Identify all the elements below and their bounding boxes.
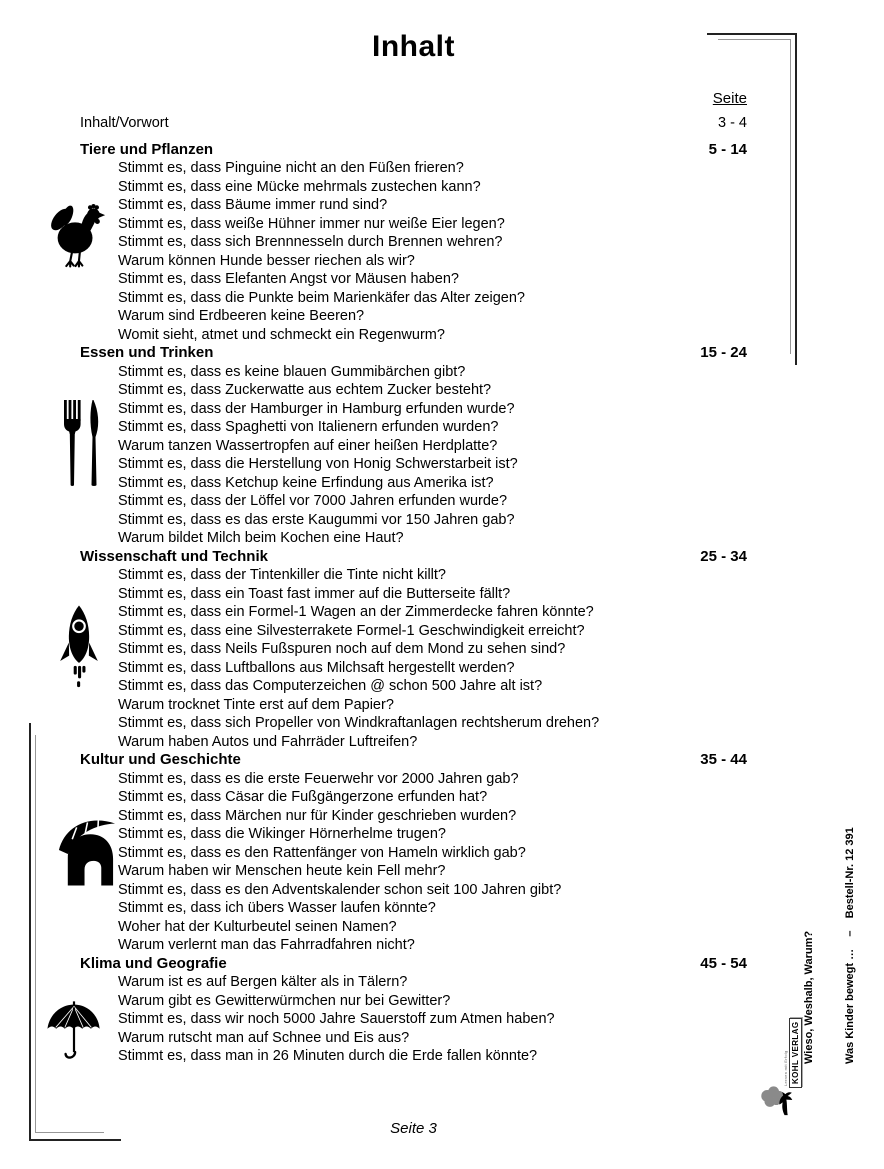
toc-question: Stimmt es, dass wir noch 5000 Jahre Sauerstoff zum Atmen haben? [118, 1011, 555, 1027]
toc-question: Stimmt es, dass die Wikinger Hörnerhelme trugen? [118, 826, 446, 842]
toc-question: Stimmt es, dass die Punkte beim Marienkäfer das Alter zeigen? [118, 289, 525, 306]
toc-question: Stimmt es, dass Luftballons aus Milchsaft hergestellt werden? [118, 659, 515, 676]
toc-question: Warum gibt es Gewitterwürmchen nur bei Gewitter? [118, 992, 451, 1009]
toc-section [80, 141, 747, 345]
toc-question: Stimmt es, dass es das erste Kaugummi vor 150 Jahren gab? [118, 511, 515, 528]
intro-pages: 3 - 4 [717, 115, 747, 131]
toc-question: Warum haben wir Menschen heute kein Fell mehr? [118, 863, 446, 879]
section-header-row [80, 141, 747, 160]
toc-question: Warum haben Autos und Fahrräder Luftreifen? [118, 733, 418, 750]
toc-section [80, 548, 747, 752]
toc-question: Stimmt es, dass der Hamburger in Hamburg erfunden wurde? [118, 400, 515, 417]
margin-note-line2: Was Kinder bewegt … – Bestell-Nr. 12 391 [843, 827, 856, 1064]
toc-question: Stimmt es, dass es keine blauen Gummibärchen gibt? [118, 363, 466, 380]
toc-question: Warum verlernt man das Fahrradfahren nicht? [118, 937, 415, 953]
toc-question: Warum ist es auf Bergen kälter als in Tälern? [118, 974, 408, 990]
section-title: Klima und Geografie [80, 954, 227, 972]
page-column-header: Seite [712, 90, 747, 107]
section-pages: 15 - 24 [700, 344, 747, 361]
table-of-contents [80, 114, 747, 1066]
toc-question: Warum rutscht man auf Schnee und Eis aus? [118, 1029, 410, 1046]
fork-knife-icon [60, 398, 102, 488]
toc-question: Woher hat der Kulturbeutel seinen Namen? [118, 918, 397, 935]
tree-icon [756, 1085, 793, 1116]
section-header-row [80, 344, 747, 363]
toc-question: Stimmt es, dass Spaghetti von Italienern erfunden wurden? [118, 419, 499, 435]
section-pages: 5 - 14 [708, 140, 747, 158]
section-title: Kultur und Geschichte [80, 751, 241, 768]
toc-question: Stimmt es, dass der Löffel vor 7000 Jahren erfunden wurde? [118, 493, 508, 509]
toc-question: Stimmt es, dass es den Adventskalender schon seit 100 Jahren gibt? [118, 881, 562, 898]
toc-question: Stimmt es, dass es die erste Feuerwehr vor 2000 Jahren gab? [118, 770, 519, 787]
publisher-name: KOHL VERLAG [789, 1018, 802, 1088]
intro-label: Inhalt/Vorwort [80, 115, 169, 131]
section-pages: 25 - 34 [700, 547, 747, 565]
toc-question: Warum bildet Milch beim Kochen eine Haut? [118, 530, 404, 546]
toc-question: Stimmt es, dass ein Formel-1 Wagen an der Zimmerdecke fahren könnte? [118, 604, 594, 620]
toc-question: Stimmt es, dass Cäsar die Fußgängerzone erfunden hat? [118, 789, 488, 805]
publisher-slogan: Lernen mit Erfolg [783, 1050, 788, 1086]
toc-question: Stimmt es, dass der Tintenkiller die Tinte nicht killt? [118, 567, 446, 583]
toc-question: Stimmt es, dass man in 26 Minuten durch die Erde fallen könnte? [118, 1048, 538, 1064]
toc-section [80, 344, 747, 548]
toc-question: Stimmt es, dass eine Silvesterrakete Formel-1 Geschwindigkeit erreicht? [118, 622, 585, 639]
section-pages: 35 - 44 [700, 751, 747, 768]
toc-question: Stimmt es, dass sich Propeller von Windkraftanlagen rechtsherum drehen? [118, 715, 600, 731]
toc-question: Stimmt es, dass Bäume immer rund sind? [118, 197, 388, 213]
toc-question: Stimmt es, dass sich Brennnesseln durch Brennen wehren? [118, 234, 503, 250]
margin-note-line1: Wieso, Weshalb, Warum? [803, 930, 815, 1064]
section-pages: 45 - 54 [700, 954, 747, 972]
umbrella-icon [44, 1000, 104, 1064]
rooster-icon [46, 202, 108, 268]
toc-question: Stimmt es, dass Ketchup keine Erfindung aus Amerika ist? [118, 474, 494, 491]
publisher-logo [783, 1018, 802, 1088]
toc-question: Stimmt es, dass Pinguine nicht an den Füßen frieren? [118, 160, 464, 176]
toc-sections [80, 141, 747, 1066]
toc-question: Stimmt es, dass die Herstellung von Honig Schwerstarbeit ist? [118, 456, 518, 472]
toc-question: Stimmt es, dass ich übers Wasser laufen könnte? [118, 900, 436, 916]
toc-question: Stimmt es, dass Neils Fußspuren noch auf dem Mond zu sehen sind? [118, 641, 566, 657]
toc-section [80, 955, 747, 1066]
toc-question: Stimmt es, dass eine Mücke mehrmals zustechen kann? [118, 178, 481, 195]
toc-question: Warum können Hunde besser riechen als wir? [118, 252, 415, 269]
page-footer: Seite 3 [390, 1120, 437, 1137]
intro-row [80, 114, 747, 133]
toc-question: Warum sind Erdbeeren keine Beeren? [118, 308, 365, 324]
rocket-icon [58, 604, 100, 689]
section-header-row [80, 548, 747, 567]
toc-question: Stimmt es, dass Märchen nur für Kinder geschrieben wurden? [118, 807, 517, 824]
toc-question: Stimmt es, dass weiße Hühner immer nur weiße Eier legen? [118, 215, 505, 232]
toc-section [80, 751, 747, 955]
page-title: Inhalt [372, 30, 455, 63]
helmet-icon [55, 812, 118, 892]
toc-question: Warum tanzen Wassertropfen auf einer heißen Herdplatte? [118, 437, 498, 454]
toc-question: Stimmt es, dass es den Rattenfänger von Hameln wirklich gab? [118, 844, 526, 861]
toc-question: Warum trocknet Tinte erst auf dem Papier? [118, 696, 394, 713]
toc-question: Womit sieht, atmet und schmeckt ein Regenwurm? [118, 326, 445, 343]
section-title: Tiere und Pflanzen [80, 140, 214, 158]
section-title: Wissenschaft und Technik [80, 547, 268, 565]
toc-question: Stimmt es, dass Elefanten Angst vor Mäusen haben? [118, 271, 459, 287]
toc-question: Stimmt es, dass Zuckerwatte aus echtem Zucker besteht? [118, 382, 492, 398]
section-header-row [80, 955, 747, 974]
section-title: Essen und Trinken [80, 344, 214, 361]
toc-question: Stimmt es, dass das Computerzeichen @ schon 500 Jahre alt ist? [118, 678, 543, 694]
section-header-row [80, 751, 747, 770]
toc-question: Stimmt es, dass ein Toast fast immer auf die Butterseite fällt? [118, 585, 511, 602]
